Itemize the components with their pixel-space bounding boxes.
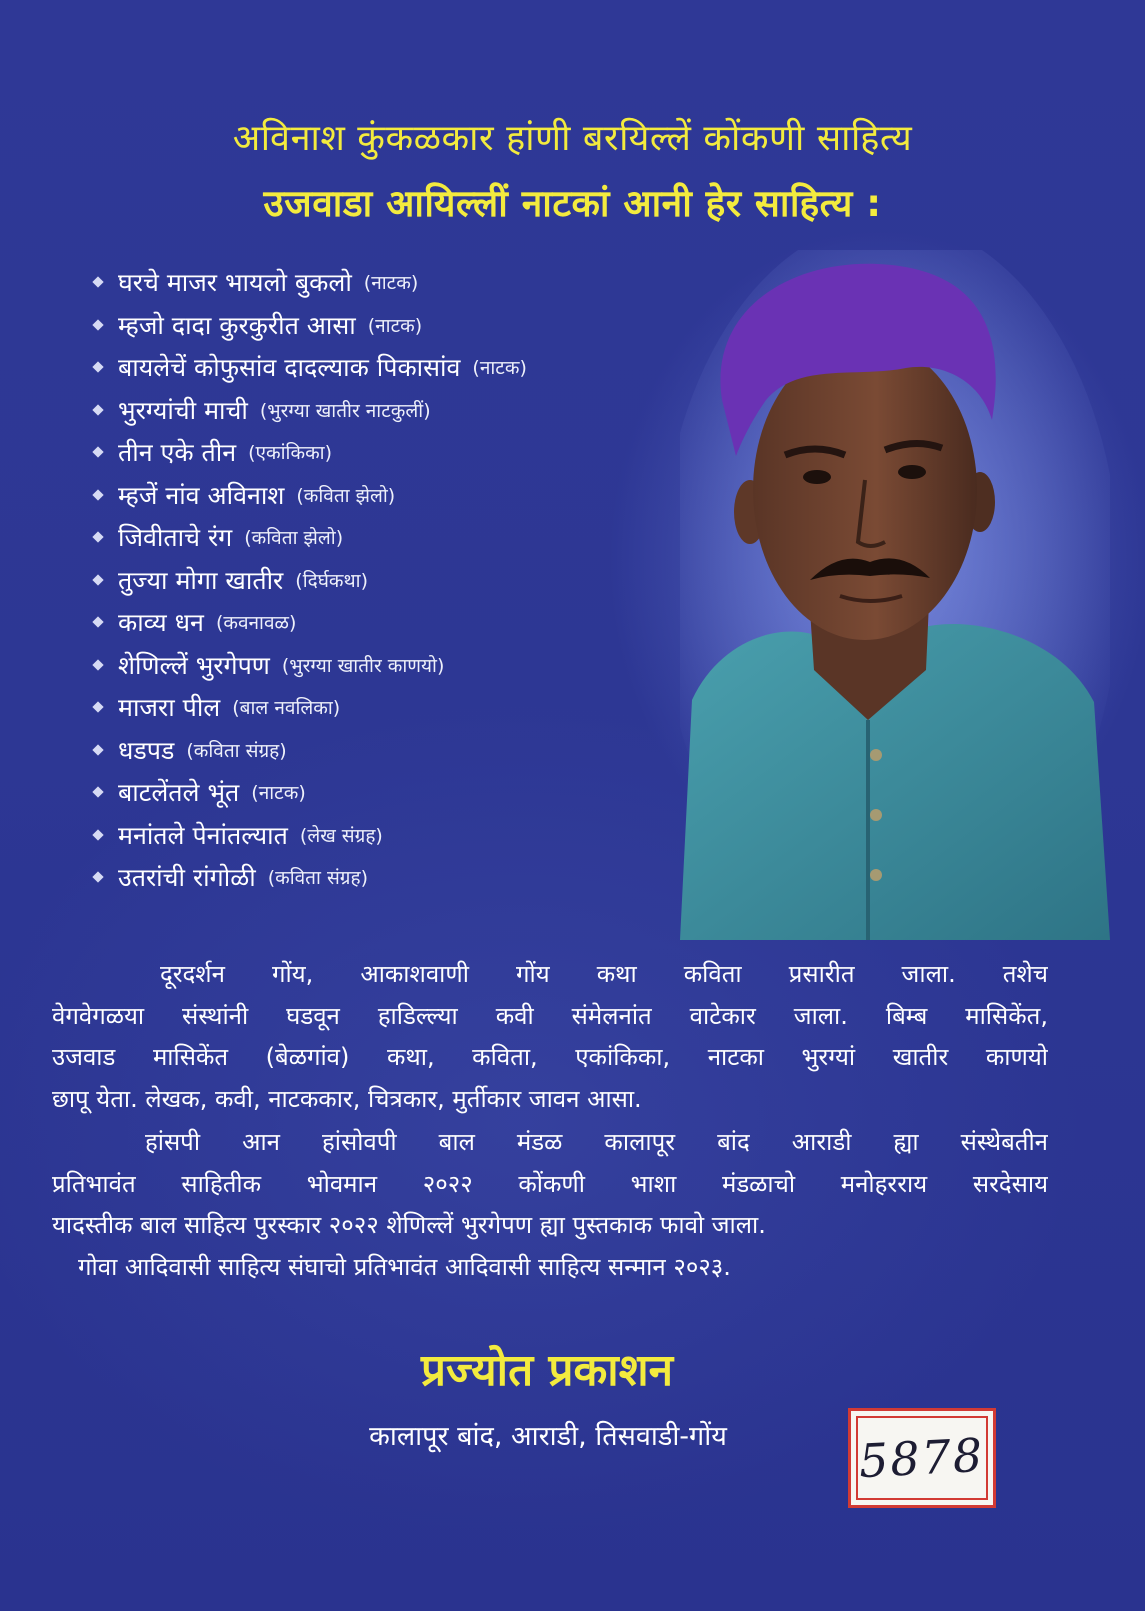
work-title: तुज्या मोगा खातीर — [118, 565, 284, 595]
work-title: उतरांची रांगोळी — [118, 863, 256, 893]
work-genre: (बाल नवलिका) — [232, 697, 341, 720]
work-title: तीन एके तीन — [118, 438, 237, 468]
bio-line: दूरदर्शन गोंय, आकाशवाणी गोंय कथा कविता प्रसारीत जाला. तशेच — [160, 960, 1048, 988]
work-genre: (भुरग्या खातीर नाटकुलीं) — [259, 399, 431, 422]
bio-paragraph — [52, 954, 1048, 1120]
list-item — [94, 474, 694, 517]
right-eye — [898, 465, 926, 479]
shirt-button — [870, 869, 882, 881]
work-title: मनांतले पेनांतल्यात — [118, 820, 288, 850]
shirt-button — [870, 809, 882, 821]
work-genre: (लेख संग्रह) — [299, 824, 383, 847]
bio-line: हांसपी आन हांसोवपी बाल मंडळ कालापूर बांद आराडी ह्या संस्थेबतीन — [145, 1128, 1048, 1156]
diamond-bullet-icon — [92, 872, 103, 883]
diamond-bullet-icon — [92, 617, 103, 628]
bio-line: प्रतिभावंत साहितीक भोवमान २०२२ कोंकणी भाशा मंडळाचो मनोहरराय सरदेसाय — [52, 1169, 1048, 1198]
list-item — [94, 686, 694, 729]
bio-line: उजवाड मासिकेंत (बेळगांव) कथा, कविता, एकांकिका, नाटका भुरग्यां खातीर काणयो — [52, 1043, 1048, 1071]
diamond-bullet-icon — [92, 659, 103, 670]
bio-paragraph — [52, 1122, 1048, 1247]
work-title: घरचे माजर भायलो बुकलो — [118, 268, 352, 298]
cover-heading-line-1: अविनाश कुंकळकार हांणी बरयिल्लें कोंकणी साहित्य — [232, 118, 913, 159]
work-genre: (दिर्घकथा) — [295, 569, 368, 592]
list-item — [94, 431, 694, 474]
list-item — [94, 814, 694, 857]
work-genre: (नाटक) — [472, 357, 527, 380]
work-genre: (कविता संग्रह) — [186, 739, 287, 762]
work-genre: (नाटक) — [251, 782, 306, 805]
bio-line: गोवा आदिवासी साहित्य संघाचो प्रतिभावंत आदिवासी साहित्य सन्मान २०२३. — [78, 1252, 731, 1281]
diamond-bullet-icon — [92, 574, 103, 585]
list-item — [94, 516, 694, 559]
shirt-button — [870, 749, 882, 761]
bio-line: यादस्तीक बाल साहित्य पुरस्कार २०२२ शेणिल्लें भुरगेपण ह्या पुस्तकाक फावो जाला. — [52, 1211, 766, 1239]
work-genre: (कविता संग्रह) — [267, 867, 369, 890]
diamond-bullet-icon — [92, 277, 103, 288]
list-item — [94, 771, 694, 814]
work-genre: (भुरग्या खातीर काणयो) — [281, 654, 445, 677]
diamond-bullet-icon — [92, 702, 103, 713]
author-bio — [52, 954, 1048, 1288]
work-title: काव्य धन — [118, 608, 204, 638]
diamond-bullet-icon — [92, 489, 103, 500]
diamond-bullet-icon — [92, 532, 103, 543]
list-item — [94, 644, 694, 687]
cover-heading-line-2: उजवाडा आयिल्लीं नाटकां आनी हेर साहित्य : — [263, 182, 882, 225]
work-genre: (एकांकिका) — [248, 442, 332, 465]
left-eye — [803, 470, 831, 484]
diamond-bullet-icon — [92, 744, 103, 755]
diamond-bullet-icon — [92, 319, 103, 330]
diamond-bullet-icon — [92, 829, 103, 840]
work-genre: (कविता झेलो) — [296, 484, 396, 507]
diamond-bullet-icon — [92, 362, 103, 373]
list-item — [94, 559, 694, 602]
work-title: म्हजें नांव अविनाश — [118, 480, 285, 510]
work-title: बाटलेंतले भूंत — [118, 778, 240, 808]
publisher-name: प्रज्योत प्रकाशन — [420, 1345, 674, 1396]
diamond-bullet-icon — [92, 404, 103, 415]
publisher-address: कालापूर बांद, आराडी, तिसवाडी-गोंय — [369, 1421, 727, 1452]
list-item — [94, 601, 694, 644]
work-genre: (कविता झेलो) — [244, 527, 344, 550]
author-portrait — [680, 250, 1110, 950]
list-item — [94, 856, 694, 899]
work-title: भुरग्यांची माची — [118, 395, 248, 425]
work-genre: (नाटक) — [367, 314, 423, 337]
bio-paragraph — [52, 1247, 1048, 1289]
work-title: बायलेचें कोफुसांव दादल्याक पिकासांव — [118, 353, 461, 383]
work-title: म्हजो दादा कुरकुरीत आसा — [118, 310, 356, 340]
diamond-bullet-icon — [92, 447, 103, 458]
diamond-bullet-icon — [92, 787, 103, 798]
works-list — [94, 261, 694, 899]
list-item — [94, 261, 694, 304]
library-number-sticker — [848, 1408, 996, 1508]
bio-line: वेगवेगळया संस्थांनी घडवून हाडिल्ल्या कवी संमेलनांत वाटेकार जाला. बिम्ब मासिकेंत, — [52, 1001, 1048, 1030]
work-title: जिवीताचे रंग — [118, 523, 233, 553]
list-item — [94, 389, 694, 432]
work-title: धडपड — [118, 735, 175, 765]
list-item — [94, 346, 694, 389]
sticker-number: 5878 — [858, 1427, 986, 1489]
bio-line: छापू येता. लेखक, कवी, नाटककार, चित्रकार, मुर्तीकार जावन आसा. — [52, 1084, 642, 1113]
list-item — [94, 304, 694, 347]
work-genre: (कवनावळ) — [215, 612, 297, 635]
work-title: शेणिल्लें भुरगेपण — [118, 650, 270, 680]
work-title: माजरा पील — [118, 693, 221, 723]
list-item — [94, 729, 694, 772]
work-genre: (नाटक) — [363, 272, 419, 295]
